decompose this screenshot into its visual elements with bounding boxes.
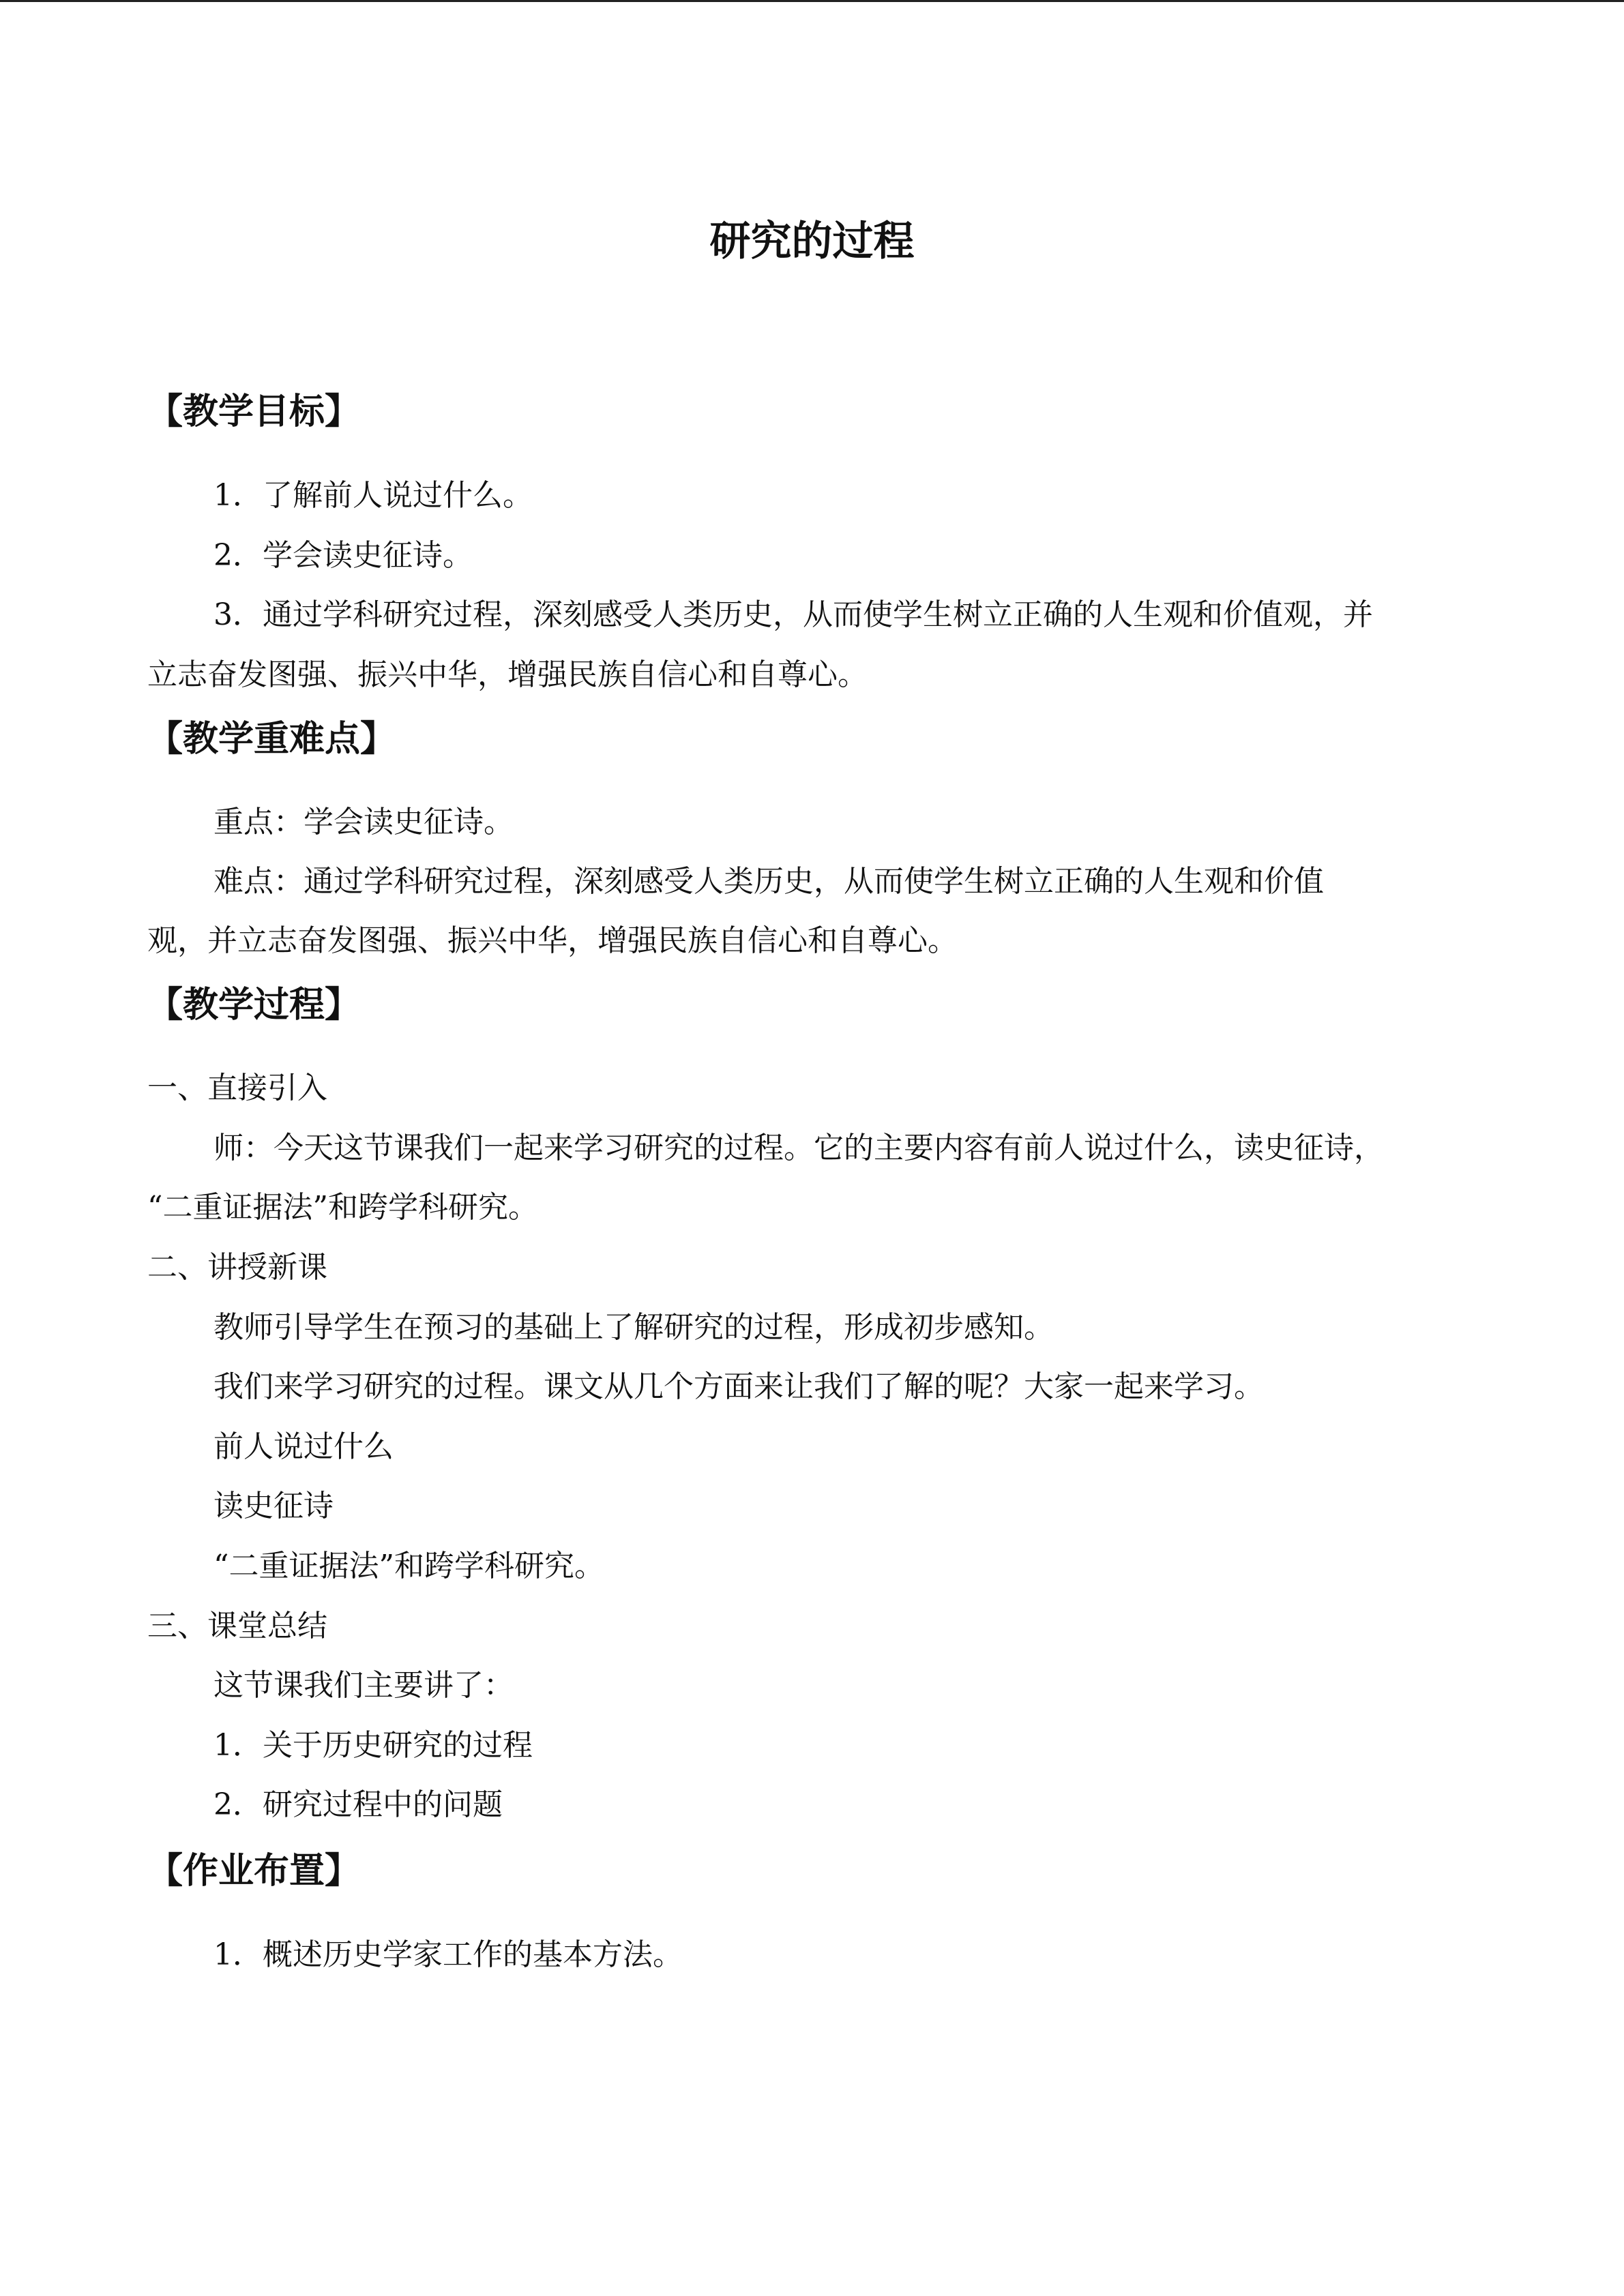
difficult-point-line: 难点：通过学科研究过程，深刻感受人类历史，从而使学生树立正确的人生观和价值	[213, 864, 1324, 899]
process-paragraph-continued: “二重证据法”和跨学科研究。	[147, 1190, 538, 1225]
heading-objectives: 【教学目标】	[147, 391, 361, 432]
difficult-point-line-continued: 观，并立志奋发图强、振兴中华，增强民族自信心和自尊心。	[147, 923, 958, 958]
process-topic: “二重证据法”和跨学科研究。	[213, 1549, 604, 1583]
objective-item-1: 1．了解前人说过什么。	[213, 478, 533, 513]
heading-homework: 【作业布置】	[147, 1851, 361, 1892]
key-point-line: 重点：学会读史征诗。	[213, 805, 514, 839]
process-topic: 读史征诗	[213, 1489, 334, 1523]
heading-key-points: 【教学重难点】	[147, 719, 396, 760]
process-topic: 前人说过什么	[213, 1429, 394, 1464]
objective-item-2: 2．学会读史征诗。	[213, 538, 473, 573]
heading-process: 【教学过程】	[147, 985, 361, 1026]
objective-item-3-continued: 立志奋发图强、振兴中华，增强民族自信心和自尊心。	[147, 657, 868, 692]
process-paragraph: 我们来学习研究的过程。课文从几个方面来让我们了解的呢？大家一起来学习。	[213, 1369, 1264, 1404]
document-title: 研究的过程	[709, 218, 915, 265]
page-top-border	[0, 0, 1624, 2]
objective-item-3: 3．通过学科研究过程，深刻感受人类历史，从而使学生树立正确的人生观和价值观，并	[213, 597, 1373, 632]
process-paragraph: 这节课我们主要讲了：	[213, 1668, 514, 1703]
summary-item-1: 1．关于历史研究的过程	[213, 1728, 533, 1763]
process-step-heading: 三、课堂总结	[147, 1609, 327, 1643]
process-step-heading: 一、直接引入	[147, 1071, 327, 1105]
summary-item-2: 2．研究过程中的问题	[213, 1787, 503, 1822]
process-paragraph: 教师引导学生在预习的基础上了解研究的过程，形成初步感知。	[213, 1310, 1054, 1345]
process-paragraph: 师：今天这节课我们一起来学习研究的过程。它的主要内容有前人说过什么，读史征诗，	[213, 1131, 1384, 1165]
homework-item-1: 1．概述历史学家工作的基本方法。	[213, 1937, 683, 1972]
process-step-heading: 二、讲授新课	[147, 1250, 327, 1285]
